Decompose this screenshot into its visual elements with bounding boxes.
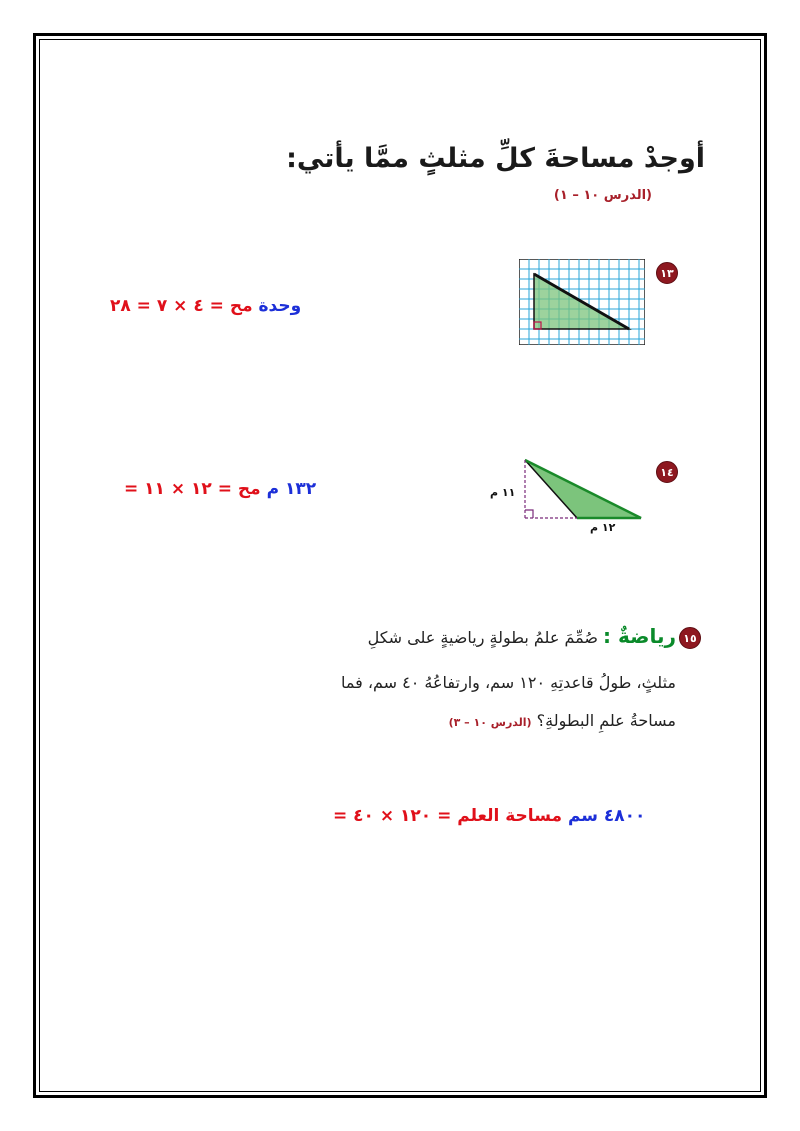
- problem-13-badge: ١٣: [656, 262, 678, 284]
- exercise-title: أوجدْ مساحةَ كلِّ مثلثٍ ممَّا يأتي:: [286, 143, 705, 174]
- problem-13-answer-unit: وحدة: [258, 296, 302, 316]
- problem-15-third-line: [449, 711, 676, 730]
- grid-triangle-figure: [519, 259, 645, 345]
- problem-14-answer-result: ١٣٢ م: [266, 479, 317, 499]
- page-border-inner: [39, 39, 761, 1092]
- problem-15-lesson-reference: (الدرس ١٠ – ٣): [448, 716, 532, 729]
- problem-15-first-line: [368, 624, 676, 648]
- problem-14-answer: [124, 479, 316, 499]
- base-label: ١٢ م: [590, 521, 616, 534]
- right-angle-mark: [525, 510, 533, 518]
- problem-15-line3: مساحةُ علمِ البطولةِ؟: [536, 711, 676, 730]
- lesson-reference: (الدرس ١٠ – ١): [553, 188, 652, 203]
- problem-15-line1: صُمِّمَ علمُ بطولةٍ رياضيةٍ على شكلِ: [367, 628, 598, 647]
- problem-15-answer-expression: مساحة العلم = ١٢٠ × ٤٠ =: [333, 806, 563, 826]
- problem-15-answer: [333, 806, 645, 826]
- problem-14-badge: ١٤: [656, 461, 678, 483]
- problem-14-answer-expression: مح = ١٢ × ١١ =: [124, 479, 261, 499]
- problem-13-answer: [110, 296, 301, 316]
- problem-15-badge: ١٥: [679, 627, 701, 649]
- right-triangle-figure: [505, 452, 650, 537]
- problem-15-line2: مثلثٍ، طولُ قاعدتِهِ ١٢٠ سم، وارتفاعُهُ ٤٠ سم، فما: [340, 673, 676, 692]
- problem-13-answer-expression: مح = ٤ × ٧ = ٢٨: [110, 296, 253, 316]
- height-label: ١١ م: [490, 486, 516, 499]
- problem-15-heading: رياضةٌ :: [603, 624, 676, 648]
- problem-15-answer-result: ٤٨٠٠ سم: [567, 806, 646, 826]
